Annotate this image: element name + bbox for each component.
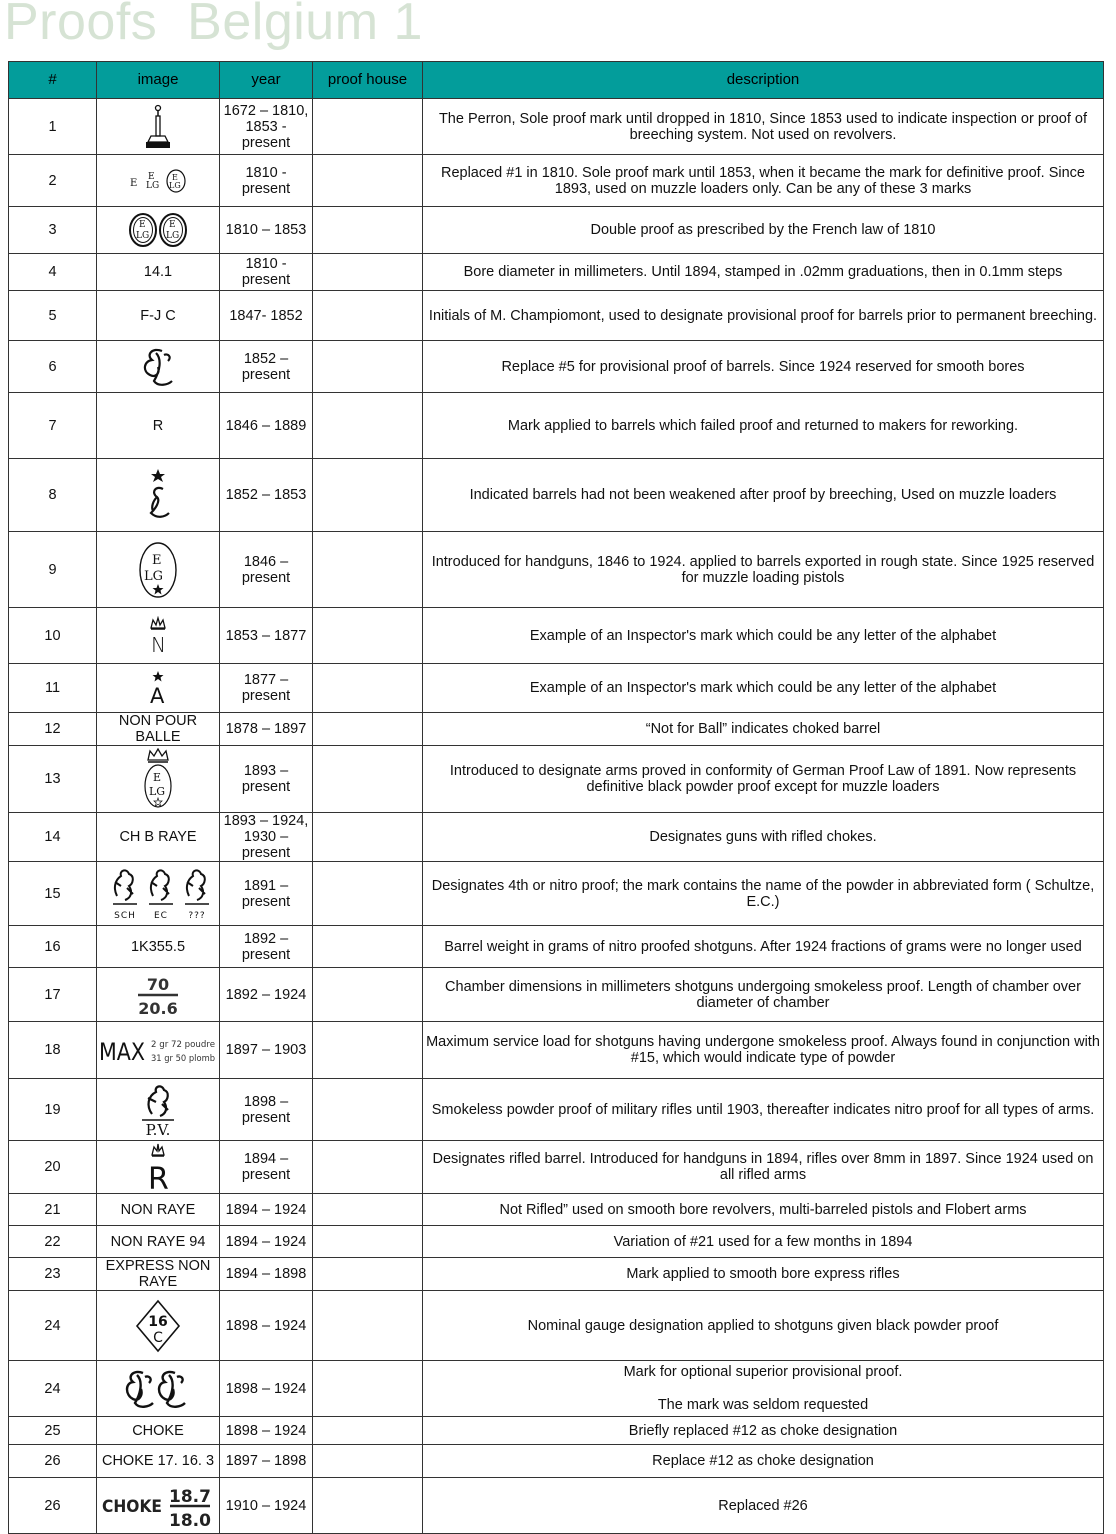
proof-mark-text: F-J C bbox=[97, 291, 220, 341]
proof-house-cell bbox=[313, 968, 423, 1022]
proof-house-cell bbox=[313, 1194, 423, 1226]
year-cell: 1672 – 1810, 1853 - present bbox=[220, 99, 313, 155]
year-cell: 1878 – 1897 bbox=[220, 713, 313, 746]
description-cell: Double proof as prescribed by the French law of 1810 bbox=[423, 207, 1104, 254]
proof-mark-image bbox=[97, 532, 220, 608]
row-number: 6 bbox=[9, 341, 97, 393]
svg-text:R: R bbox=[148, 1162, 169, 1191]
proof-house-cell bbox=[313, 393, 423, 459]
svg-text:20.6: 20.6 bbox=[138, 998, 178, 1018]
description-cell: Mark applied to barrels which failed proof and returned to makers for reworking. bbox=[423, 393, 1104, 459]
table-row bbox=[9, 1022, 1104, 1079]
table-row bbox=[9, 813, 1104, 862]
row-number: 18 bbox=[9, 1022, 97, 1079]
proof-house-cell bbox=[313, 1226, 423, 1258]
year-cell: 1891 – present bbox=[220, 862, 313, 926]
table-row bbox=[9, 926, 1104, 968]
gauge-diamond-icon bbox=[134, 1298, 182, 1354]
description-cell: Barrel weight in grams of nitro proofed shotguns. After 1924 fractions of grams were no longer used bbox=[423, 926, 1104, 968]
row-number: 3 bbox=[9, 207, 97, 254]
elg-three-variants-icon bbox=[126, 166, 190, 196]
svg-text:A: A bbox=[150, 684, 165, 706]
row-number: 13 bbox=[9, 746, 97, 813]
proof-house-cell bbox=[313, 1445, 423, 1478]
proof-house-cell bbox=[313, 1417, 423, 1445]
row-number: 25 bbox=[9, 1417, 97, 1445]
proof-house-cell bbox=[313, 99, 423, 155]
year-cell: 1898 – 1924 bbox=[220, 1417, 313, 1445]
description-cell: Nominal gauge designation applied to shotguns given black powder proof bbox=[423, 1291, 1104, 1361]
svg-text:???: ??? bbox=[188, 910, 206, 921]
year-cell: 1810 – 1853 bbox=[220, 207, 313, 254]
table-row bbox=[9, 1194, 1104, 1226]
proof-mark-image bbox=[97, 862, 220, 926]
year-cell: 1810 - present bbox=[220, 254, 313, 291]
row-number: 15 bbox=[9, 862, 97, 926]
lion-marks-icon bbox=[103, 866, 213, 922]
svg-text:CHOKE: CHOKE bbox=[102, 1496, 162, 1517]
table-row bbox=[9, 664, 1104, 713]
proof-mark-image bbox=[97, 155, 220, 207]
description-cell: Example of an Inspector's mark which could be any letter of the alphabet bbox=[423, 664, 1104, 713]
proof-mark-text: R bbox=[97, 393, 220, 459]
crown-elg-oval-icon bbox=[140, 748, 176, 810]
year-cell: 1894 – 1924 bbox=[220, 1194, 313, 1226]
proof-mark-text: 1K355.5 bbox=[97, 926, 220, 968]
row-number: 12 bbox=[9, 713, 97, 746]
year-cell: 1847- 1852 bbox=[220, 291, 313, 341]
table-row bbox=[9, 207, 1104, 254]
svg-text:SCH: SCH bbox=[114, 910, 136, 921]
proof-mark-text: 14.1 bbox=[97, 254, 220, 291]
year-cell: 1910 – 1924 bbox=[220, 1478, 313, 1534]
svg-text:18.0: 18.0 bbox=[169, 1510, 211, 1529]
table-row bbox=[9, 341, 1104, 393]
proof-house-cell bbox=[313, 813, 423, 862]
double-elg-oval-icon bbox=[126, 211, 190, 249]
proof-house-cell bbox=[313, 341, 423, 393]
description-line: The mark was seldom requested bbox=[657, 1397, 869, 1413]
row-number: 19 bbox=[9, 1079, 97, 1141]
row-number: 26 bbox=[9, 1478, 97, 1534]
proof-mark-image bbox=[97, 968, 220, 1022]
script-el-monogram-icon bbox=[138, 345, 178, 389]
proof-house-cell bbox=[313, 1141, 423, 1194]
svg-text:70: 70 bbox=[146, 974, 170, 994]
star-a-icon bbox=[143, 670, 173, 706]
table-row bbox=[9, 155, 1104, 207]
description-cell: Designates 4th or nitro proof; the mark contains the name of the powder in abbreviated form ( Schultze, E.C.) bbox=[423, 862, 1104, 926]
proof-house-cell bbox=[313, 608, 423, 664]
description-cell bbox=[423, 1361, 1104, 1417]
proofs-table bbox=[8, 61, 1104, 1534]
description-cell: Briefly replaced #12 as choke designation bbox=[423, 1417, 1104, 1445]
year-cell: 1892 – present bbox=[220, 926, 313, 968]
row-number: 4 bbox=[9, 254, 97, 291]
table-row bbox=[9, 1361, 1104, 1417]
row-number: 24 bbox=[9, 1291, 97, 1361]
row-number: 14 bbox=[9, 813, 97, 862]
proof-house-cell bbox=[313, 155, 423, 207]
row-number: 2 bbox=[9, 155, 97, 207]
double-script-el-icon bbox=[123, 1365, 193, 1413]
proof-mark-image bbox=[97, 1478, 220, 1534]
year-cell: 1898 – 1924 bbox=[220, 1291, 313, 1361]
description-cell: Indicated barrels had not been weakened after proof by breeching, Used on muzzle loaders bbox=[423, 459, 1104, 532]
table-row bbox=[9, 1291, 1104, 1361]
crown-r-icon bbox=[143, 1143, 173, 1191]
column-header-image: image bbox=[97, 62, 220, 99]
description-cell: Replace #5 for provisional proof of barrels. Since 1924 reserved for smooth bores bbox=[423, 341, 1104, 393]
year-cell: 1898 – 1924 bbox=[220, 1361, 313, 1417]
svg-text:16: 16 bbox=[148, 1313, 168, 1330]
svg-text:EC: EC bbox=[154, 910, 168, 921]
description-cell: Variation of #21 used for a few months in 1894 bbox=[423, 1226, 1104, 1258]
column-header-description: description bbox=[423, 62, 1104, 99]
description-cell: Initials of M. Champiomont, used to designate provisional proof for barrels prior to permanent breeching. bbox=[423, 291, 1104, 341]
svg-text:LG: LG bbox=[136, 231, 150, 241]
table-row bbox=[9, 459, 1104, 532]
proof-mark-image bbox=[97, 1361, 220, 1417]
row-number: 23 bbox=[9, 1258, 97, 1291]
proof-mark-text: NON RAYE 94 bbox=[97, 1226, 220, 1258]
proof-house-cell bbox=[313, 1478, 423, 1534]
proof-house-cell bbox=[313, 664, 423, 713]
svg-text:MAX: MAX bbox=[99, 1038, 146, 1066]
row-number: 5 bbox=[9, 291, 97, 341]
table-row bbox=[9, 862, 1104, 926]
svg-text:LG: LG bbox=[166, 231, 180, 241]
description-cell: “Not for Ball” indicates choked barrel bbox=[423, 713, 1104, 746]
proof-mark-image bbox=[97, 1141, 220, 1194]
table-row bbox=[9, 99, 1104, 155]
table-row bbox=[9, 608, 1104, 664]
elg-star-oval-icon bbox=[136, 540, 180, 600]
table-row bbox=[9, 1478, 1104, 1534]
year-cell: 1894 – 1898 bbox=[220, 1258, 313, 1291]
table-header-row bbox=[9, 62, 1104, 99]
proof-house-cell bbox=[313, 291, 423, 341]
row-number: 9 bbox=[9, 532, 97, 608]
year-cell: 1898 – present bbox=[220, 1079, 313, 1141]
row-number: 16 bbox=[9, 926, 97, 968]
proof-house-cell bbox=[313, 1022, 423, 1079]
description-cell: Mark applied to smooth bore express rifles bbox=[423, 1258, 1104, 1291]
table-row bbox=[9, 968, 1104, 1022]
proof-mark-image bbox=[97, 608, 220, 664]
perron-icon bbox=[143, 104, 173, 150]
proof-mark-image bbox=[97, 341, 220, 393]
proof-house-cell bbox=[313, 713, 423, 746]
svg-text:C: C bbox=[153, 1329, 163, 1346]
svg-text:18.7: 18.7 bbox=[169, 1486, 211, 1507]
year-cell: 1810 - present bbox=[220, 155, 313, 207]
svg-text:E: E bbox=[169, 220, 176, 230]
proof-house-cell bbox=[313, 1079, 423, 1141]
svg-text:E: E bbox=[139, 220, 146, 230]
proof-mark-image bbox=[97, 99, 220, 155]
page-title: Proofs Belgium 1 bbox=[4, 0, 423, 51]
proof-mark-text: NON RAYE bbox=[97, 1194, 220, 1226]
proof-house-cell bbox=[313, 207, 423, 254]
year-cell: 1877 – present bbox=[220, 664, 313, 713]
crown-n-icon bbox=[143, 616, 173, 656]
row-number: 22 bbox=[9, 1226, 97, 1258]
svg-text:31 gr 50 plomb: 31 gr 50 plomb bbox=[151, 1054, 216, 1064]
description-cell: Chamber dimensions in millimeters shotguns undergoing smokeless proof. Length of chamber over diameter of chamber bbox=[423, 968, 1104, 1022]
year-cell: 1852 – 1853 bbox=[220, 459, 313, 532]
star-script-l-icon bbox=[141, 467, 175, 523]
svg-text:LG: LG bbox=[169, 180, 181, 190]
table-row bbox=[9, 1226, 1104, 1258]
table-row bbox=[9, 254, 1104, 291]
description-cell: Example of an Inspector's mark which could be any letter of the alphabet bbox=[423, 608, 1104, 664]
proof-house-cell bbox=[313, 1361, 423, 1417]
svg-text:LG: LG bbox=[144, 568, 164, 584]
row-number: 26 bbox=[9, 1445, 97, 1478]
description-cell: Replaced #26 bbox=[423, 1478, 1104, 1534]
proof-mark-image bbox=[97, 1291, 220, 1361]
description-cell: Replaced #1 in 1810. Sole proof mark until 1853, when it became the mark for definitive proof. Since 1893, used on muzzle loaders only. Can be any of these 3 marks bbox=[423, 155, 1104, 207]
description-cell: Designates rifled barrel. Introduced for handguns in 1894, rifles over 8mm in 1897. Since 1924 used on all rifled arms bbox=[423, 1141, 1104, 1194]
proof-house-cell bbox=[313, 254, 423, 291]
svg-text:E: E bbox=[152, 552, 162, 568]
svg-text:E: E bbox=[172, 172, 178, 182]
svg-text:LG: LG bbox=[149, 785, 166, 798]
description-line: Mark for optional superior provisional proof. bbox=[623, 1364, 903, 1380]
table-row bbox=[9, 291, 1104, 341]
proof-house-cell bbox=[313, 862, 423, 926]
svg-text:2 gr 72 poudre: 2 gr 72 poudre bbox=[151, 1040, 216, 1050]
year-cell: 1893 – 1924, 1930 – present bbox=[220, 813, 313, 862]
table-row bbox=[9, 746, 1104, 813]
proof-house-cell bbox=[313, 926, 423, 968]
svg-text:N: N bbox=[151, 632, 166, 656]
column-header-number: # bbox=[9, 62, 97, 99]
row-number: 7 bbox=[9, 393, 97, 459]
proof-mark-image bbox=[97, 459, 220, 532]
year-cell: 1897 – 1898 bbox=[220, 1445, 313, 1478]
year-cell: 1897 – 1903 bbox=[220, 1022, 313, 1079]
svg-text:E: E bbox=[148, 171, 155, 182]
svg-text:LG: LG bbox=[146, 180, 160, 191]
year-cell: 1846 – present bbox=[220, 532, 313, 608]
description-cell: Introduced for handguns, 1846 to 1924. applied to barrels exported in rough state. Since 1925 reserved for muzzle loading pistols bbox=[423, 532, 1104, 608]
proof-house-cell bbox=[313, 1291, 423, 1361]
table-row bbox=[9, 393, 1104, 459]
table-row bbox=[9, 1141, 1104, 1194]
description-cell: The Perron, Sole proof mark until dropped in 1810, Since 1853 used to indicate inspection or proof of breeching system. Not used on revolvers. bbox=[423, 99, 1104, 155]
description-cell: Designates guns with rifled chokes. bbox=[423, 813, 1104, 862]
table-row bbox=[9, 1079, 1104, 1141]
proof-mark-image bbox=[97, 1022, 220, 1079]
proof-house-cell bbox=[313, 746, 423, 813]
year-cell: 1853 – 1877 bbox=[220, 608, 313, 664]
row-number: 1 bbox=[9, 99, 97, 155]
table-row bbox=[9, 532, 1104, 608]
description-cell: Replace #12 as choke designation bbox=[423, 1445, 1104, 1478]
table-row bbox=[9, 1417, 1104, 1445]
proof-mark-text: CHOKE 17. 16. 3 bbox=[97, 1445, 220, 1478]
svg-text:P.V.: P.V. bbox=[145, 1120, 171, 1138]
proof-house-cell bbox=[313, 459, 423, 532]
table-row bbox=[9, 713, 1104, 746]
table-row bbox=[9, 1258, 1104, 1291]
row-number: 20 bbox=[9, 1141, 97, 1194]
proof-mark-text: CHOKE bbox=[97, 1417, 220, 1445]
description-cell: Introduced to designate arms proved in conformity of German Proof Law of 1891. Now represents definitive black powder proof except for muzzle loaders bbox=[423, 746, 1104, 813]
choke-fraction-icon bbox=[102, 1483, 214, 1529]
row-number: 11 bbox=[9, 664, 97, 713]
row-number: 17 bbox=[9, 968, 97, 1022]
year-cell: 1846 – 1889 bbox=[220, 393, 313, 459]
lion-pv-icon bbox=[136, 1082, 180, 1138]
year-cell: 1894 – present bbox=[220, 1141, 313, 1194]
proof-mark-text: NON POUR BALLE bbox=[97, 713, 220, 746]
table-row bbox=[9, 1445, 1104, 1478]
row-number: 10 bbox=[9, 608, 97, 664]
year-cell: 1892 – 1924 bbox=[220, 968, 313, 1022]
description-cell: Maximum service load for shotguns having undergone smokeless proof. Always found in conjunction with #15, which would indicate type of powder bbox=[423, 1022, 1104, 1079]
svg-text:E: E bbox=[153, 771, 162, 784]
description-cell: Bore diameter in millimeters. Until 1894, stamped in .02mm graduations, then in 0.1mm steps bbox=[423, 254, 1104, 291]
column-header-year: year bbox=[220, 62, 313, 99]
svg-text:E: E bbox=[130, 177, 138, 189]
year-cell: 1852 – present bbox=[220, 341, 313, 393]
row-number: 24 bbox=[9, 1361, 97, 1417]
column-header-proof-house: proof house bbox=[313, 62, 423, 99]
chamber-fraction-icon bbox=[136, 972, 180, 1018]
proof-mark-image bbox=[97, 207, 220, 254]
proof-house-cell bbox=[313, 1258, 423, 1291]
year-cell: 1893 – present bbox=[220, 746, 313, 813]
proof-mark-image bbox=[97, 664, 220, 713]
proof-mark-image bbox=[97, 1079, 220, 1141]
proof-house-cell bbox=[313, 532, 423, 608]
description-cell: Not Rifled” used on smooth bore revolvers, multi-barreled pistols and Flobert arms bbox=[423, 1194, 1104, 1226]
row-number: 8 bbox=[9, 459, 97, 532]
proof-mark-text: CH B RAYE bbox=[97, 813, 220, 862]
proof-mark-text: EXPRESS NON RAYE bbox=[97, 1258, 220, 1291]
max-load-icon bbox=[99, 1033, 217, 1067]
proof-mark-image bbox=[97, 746, 220, 813]
row-number: 21 bbox=[9, 1194, 97, 1226]
description-cell: Smokeless powder proof of military rifles until 1903, thereafter indicates nitro proof for all types of arms. bbox=[423, 1079, 1104, 1141]
year-cell: 1894 – 1924 bbox=[220, 1226, 313, 1258]
